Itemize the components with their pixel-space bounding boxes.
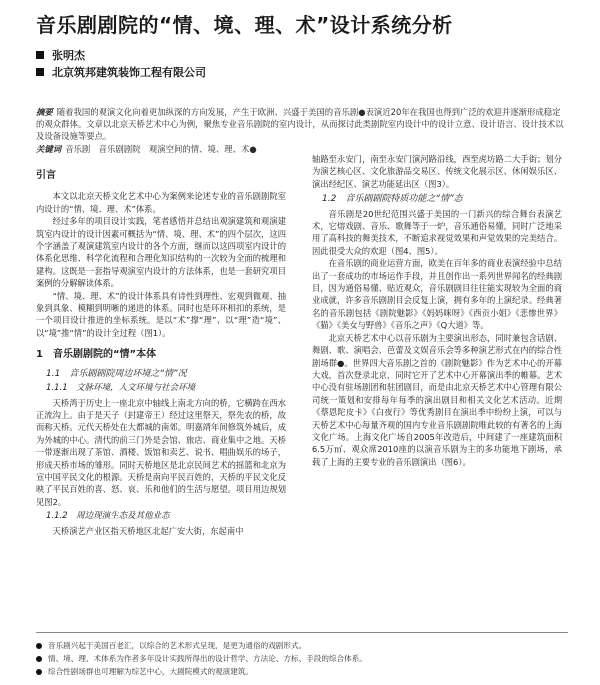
section-1-2-paragraph-1: 音乐剧是20世纪范围兴盛于美国的一门新兴的综合舞台表演艺术，它熔戏剧、音乐、歌舞等于一炉，音乐通俗易懂，同时广泛地采用了高科技的舞美技术，不断追求视觉效果和声觉效果的完美结合。因此很受大众的欢迎（图4、图5）。 (312, 208, 562, 256)
paper-title: 音乐剧剧院的“情、境、理、术”设计系统分析 (36, 13, 453, 37)
footnote-bullet-icon (36, 643, 42, 649)
author-name: 张明杰 (52, 48, 85, 62)
section-1-1-1-paragraph: 天桥湾于历史上一座北京中轴线上南北方向的桥，它横跨在西水正流沟上。由于是天子（封建帝王）经过这里祭天，祭先农的桥，故而称天桥。元代天桥处在大都城的南郊。明嘉靖年间修筑外城后，成为外城的中心。清代的前三门外是会馆、旅店、商业集中之地。天桥一带逐渐出现了茶馆、酒楼、饭馆和卖艺、说书、唱曲娱乐的场子，形成天桥市场的雏形。同时天桥地区是北京民间艺术的摇篮和北京为宣中国平民文化的根源。天桥是南向平民百姓的，天桥的平民文化反映了平民百姓的喜、怒、哀、乐和他们的生活与愿望。项目用边规划见图2。 (36, 397, 286, 507)
bullet-square-icon (36, 68, 44, 76)
intro-paragraph-3: “情、境、理、术”的设计体系具有诗性到理性、宏观到微观、抽象到具象、模糊到明晰的递进的体系。同时也是环环相扣的系统，是一个项目设计推进的坐标系统。是以“术”撑“理”、以“理”造“境”、以“境”推“情”的设计全过程（图1）。 (36, 290, 286, 338)
footnote-bullet-icon (36, 669, 42, 675)
section-1-2-heading: 1.2 音乐剧剧院特质功能之“情”态 (322, 194, 463, 205)
abstract-block (36, 106, 568, 155)
footnote-text: 情、境、理、术体系为作者多年设计实践所得出的设计哲学、方法论、方标、手段的综合体系。 (48, 654, 367, 663)
footnote-text: 综合性剧场群也可理解为综艺中心，大剧院模式的观演建筑。 (48, 667, 254, 676)
intro-heading: 引言 (36, 170, 56, 181)
author-block (36, 46, 516, 80)
footnote-item (36, 665, 568, 678)
author-name-line (36, 46, 516, 63)
intro-paragraph-2: 经过多年的项目设计实践，笔者感悟并总结出观演建筑和观演建筑室内设计的设计因素可概括为“情、境、理、术”的四个层次，这四个字涵盖了观演建筑室内设计的各个方面，继而以这四项室内设计的体系化思维、科学化流程和合理化知识结构的一次较为全面的梳理和建构。这既是一套指导观演室内设计的方法体系，也是一套研究项目案例的分解解读体系。 (36, 216, 286, 289)
keywords-label: 关键词 (36, 143, 62, 154)
section-1-1-2-heading: 1.1.2 周边现演生态及其他业态 (46, 511, 170, 522)
section-1-2-paragraph-3: 北京天桥艺术中心以音乐剧为主要演出形态，同时兼包含话剧、舞剧、歌、演唱会、芭蕾及文娱音乐会等多种演艺形式在内的综合性剧场群●。世界四大音乐剧之首的《剧院魅影》作为艺术中心的开幕大戏，首次登录北京，同时它开了艺术中心开幕演出季的帷幕。艺术中心没有驻场剧团和驻团剧目，而是由北京天桥艺术中心管理有限公司统一策划和安排每年每季的演出剧目和相关文化艺术活动。近期《蔡恩陀皮卡》《白夜行》等优秀剧目在演出季中纷纷上演，可以与天桥艺术中心每量齐观的国内专业音乐剧剧院唯此较的有著名的上海文化广场。上海文化广场自2005年改造后，中间建了一座建筑面积6.5万㎡、观众席2010座的以演音乐剧为主的多功能地下剧场，承载了上海的主要专业的音乐剧演出（图6）。 (312, 332, 562, 467)
right-column-continued-paragraph: 轴路至永安门，南至永安门演河路沿线，西至虎坊路二大手街；划分为演艺核心区、文化旅游品交易区、传统文化展示区、休闲娱乐区、演出经纪区、演艺功能延出区（图3）。 (312, 154, 562, 189)
left-column (36, 170, 286, 537)
footnotes (36, 632, 568, 678)
author-affiliation-line (36, 63, 516, 80)
section-1-1-1-heading: 1.1.1 文脉环境，人文环境与社会环境 (46, 383, 196, 394)
bullet-square-icon (36, 51, 44, 59)
section-1-heading: 1 音乐剧剧院的“情”本体 (36, 349, 157, 361)
keywords-text: 音乐剧 音乐剧剧院 观演空间的情、境、理、术● (65, 143, 257, 154)
footnote-item (36, 652, 568, 665)
footnote-item (36, 639, 568, 652)
right-column (312, 153, 562, 468)
intro-paragraph-1: 本文以北京天桥文化艺术中心为案例来论述专业的音乐剧剧院室内设计的“情、境、理、术”体系。 (36, 191, 286, 214)
author-affiliation: 北京筑邦建筑装饰工程有限公司 (52, 65, 206, 79)
section-1-1-2-paragraph: 天桥演艺产业区指天桥地区北起广安大街，东起南中 (52, 525, 244, 536)
section-1-1-heading: 1.1 音乐剧剧院周边环境之“情”况 (46, 368, 187, 379)
abstract-label: 摘要 (36, 107, 53, 117)
abstract-paragraph (36, 106, 568, 143)
abstract-text: 随着我国的观演文化向着更加纵深的方向发展，产生于欧洲、兴盛于美国的音乐剧●表演近20年在我国也得到广泛的欢迎并逐渐形成稳定的观众群体。文章以北京天桥艺术中心为例，聚焦专业音乐剧院的室内设计，从而探讨此类剧院室内设计中的设计立意、设计语言、设计技术以及设备设施等要点。 (36, 107, 564, 142)
footnote-text: 音乐剧兴起于美国百老汇，以综合的艺术形式呈现，是更为通俗的戏剧形式。 (48, 641, 307, 650)
section-1-2-paragraph-2: 在音乐剧的商业运营方面，欧美在百年多的商业表演经验中总结出了一套成功的市场运作手段，并且创作出一系列世界闻名的经典剧目，因为通俗易懂、贴近观众，音乐剧剧目往往能实现较为全面的商业成就，许多音乐剧剧目会反复上演，拥有多年的上演纪录。经典著名的音乐剧包括《剧院魅影》《妈妈咪呀》《西贡小姐》《悲惨世界》《猫》《美女与野兽》《音乐之声》《Q大道》等。 (312, 258, 562, 331)
footnote-bullet-icon (36, 656, 42, 662)
